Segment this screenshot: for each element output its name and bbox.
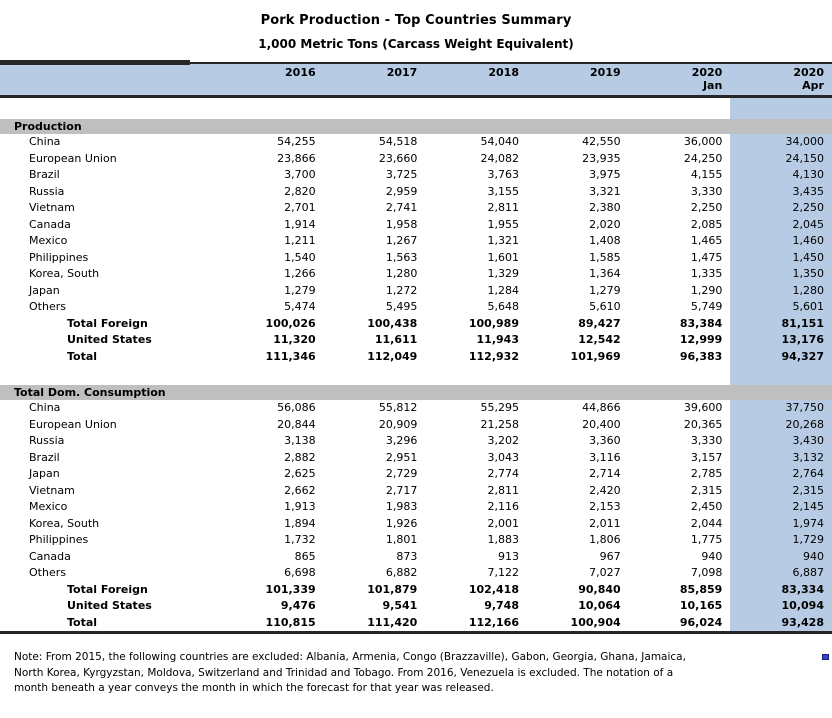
cell-value: 3,116: [589, 450, 621, 464]
row-label: Russia: [29, 434, 65, 447]
cell-value: 1,475: [690, 250, 723, 264]
table-row: [0, 283, 832, 300]
spacer-cell: [527, 365, 629, 385]
cell-value: 7,098: [690, 566, 723, 579]
section-header: Total Dom. Consumption: [0, 385, 832, 400]
row-label: United States: [67, 599, 152, 612]
cell-value: 4,130: [730, 167, 832, 184]
cell-value: 1,364: [589, 267, 621, 280]
cell-value: 2,625: [284, 467, 316, 480]
cell-value: 1,460: [730, 233, 832, 250]
spacer-cell: [730, 98, 832, 119]
cell-value: 5,495: [385, 300, 418, 313]
row-label: Philippines: [29, 250, 89, 264]
cell-value: 1,914: [284, 217, 316, 231]
header-spacer-cell: [0, 66, 222, 79]
cell-value: 23,935: [582, 151, 621, 165]
month-header-row: [0, 79, 832, 92]
row-label: Others: [29, 300, 66, 313]
cell-value: 13,176: [730, 332, 832, 349]
cell-value: 34,000: [730, 134, 832, 151]
table-row: [0, 250, 832, 267]
year-header-cell: 2018: [488, 66, 519, 79]
row-label: Philippines: [29, 533, 89, 546]
cell-value: 913: [497, 549, 519, 563]
cell-value: 21,258: [480, 417, 519, 431]
cell-value: 11,611: [374, 333, 418, 346]
cell-value: 3,132: [730, 450, 832, 467]
row-label: United States: [67, 333, 152, 346]
cell-value: 1,272: [385, 283, 418, 297]
cell-value: 3,430: [730, 433, 832, 450]
spacer-cell: [629, 98, 731, 119]
table-row: [0, 466, 832, 483]
table-row: [0, 316, 832, 333]
cell-value: 20,365: [683, 417, 723, 431]
cell-value: 54,040: [480, 135, 519, 148]
footnote-line: Note: From 2015, the following countries are excluded: Albania, Armenia, Congo (Brazzaville), Gabon, Georgia, Ghana, Jamaica,: [14, 651, 686, 663]
cell-value: 1,775: [690, 533, 723, 546]
cell-value: 24,082: [480, 151, 519, 165]
table-row: [0, 433, 832, 450]
table-row: [0, 400, 832, 417]
page-title: Pork Production - Top Countries Summary: [260, 13, 572, 28]
cell-value: 2,701: [284, 201, 316, 214]
cell-value: 1,329: [487, 267, 519, 280]
cell-value: 12,542: [578, 333, 621, 346]
month-header-cell: [527, 79, 629, 92]
cell-value: 24,250: [683, 151, 723, 165]
row-label: Canada: [29, 217, 71, 231]
cell-value: 2,315: [730, 483, 832, 500]
cell-value: 1,601: [487, 250, 519, 264]
cell-value: 1,913: [284, 500, 316, 513]
cell-value: 90,840: [578, 582, 621, 596]
cell-value: 2,145: [730, 499, 832, 516]
cell-value: 2,315: [690, 483, 723, 497]
cell-value: 2,116: [487, 500, 519, 513]
cell-value: 96,383: [679, 349, 723, 363]
cell-value: 3,435: [730, 184, 832, 201]
cell-value: 3,360: [589, 434, 621, 447]
cell-value: 2,774: [487, 467, 519, 480]
cell-value: 101,339: [265, 582, 316, 596]
cell-value: 10,064: [578, 599, 621, 612]
cell-value: 940: [730, 549, 832, 566]
cell-value: 94,327: [730, 349, 832, 366]
row-label: European Union: [29, 417, 117, 431]
row-label: Japan: [29, 283, 60, 297]
cell-value: 83,334: [730, 582, 832, 599]
cell-value: 1,958: [385, 217, 418, 231]
cell-value: 1,732: [284, 533, 316, 546]
cell-value: 3,138: [284, 434, 316, 447]
row-label: Russia: [29, 184, 65, 198]
spacer-cell: [527, 98, 629, 119]
row-label: Total Foreign: [67, 582, 148, 596]
header-thick-border-segment: [0, 60, 190, 65]
cell-value: 1,284: [487, 283, 519, 297]
row-label: China: [29, 401, 61, 414]
spacer-cell: [222, 98, 324, 119]
table-row: [0, 200, 832, 217]
cell-value: 83,384: [679, 316, 723, 330]
cell-value: 3,725: [385, 168, 418, 181]
cell-value: 2,764: [730, 466, 832, 483]
cell-value: 2,380: [589, 201, 621, 214]
cell-value: 10,165: [679, 599, 723, 612]
table-row: [0, 332, 832, 349]
cell-value: 112,166: [468, 615, 519, 629]
cell-value: 7,122: [487, 566, 519, 579]
cell-value: 96,024: [679, 615, 723, 629]
table-row: [0, 483, 832, 500]
section-header: Production: [0, 119, 832, 134]
cell-value: 4,155: [690, 168, 723, 181]
cell-value: 1,883: [487, 533, 519, 546]
page-subtitle: 1,000 Metric Tons (Carcass Weight Equivalent): [258, 37, 574, 51]
cell-value: 3,763: [487, 168, 519, 181]
cell-value: 1,801: [385, 533, 418, 546]
cell-value: 2,959: [385, 184, 418, 198]
table-row: [0, 565, 832, 582]
cell-value: 36,000: [683, 135, 723, 148]
row-label: Total: [67, 349, 98, 363]
cell-value: 20,268: [730, 417, 832, 434]
cell-value: 1,321: [487, 234, 519, 247]
cell-value: 1,450: [730, 250, 832, 267]
row-label: Korea, South: [29, 267, 100, 280]
comment-marker-icon: [822, 654, 829, 660]
spacer-cell: [0, 98, 222, 119]
row-label: Others: [29, 566, 66, 579]
cell-value: 24,150: [730, 151, 832, 168]
cell-value: 1,266: [284, 267, 316, 280]
cell-value: 2,045: [730, 217, 832, 234]
cell-value: 1,335: [690, 267, 723, 280]
cell-value: 54,518: [378, 135, 418, 148]
header-spacer-cell: [0, 79, 222, 92]
cell-value: 3,330: [690, 184, 723, 198]
cell-value: 2,714: [589, 467, 621, 480]
row-label: Japan: [29, 467, 60, 480]
cell-value: 1,290: [690, 283, 723, 297]
table-row: [0, 615, 832, 632]
cell-value: 56,086: [277, 401, 316, 414]
cell-value: 2,820: [284, 184, 316, 198]
cell-value: 2,044: [690, 516, 723, 530]
cell-value: 112,049: [367, 349, 418, 363]
row-label: European Union: [29, 151, 117, 165]
cell-value: 2,085: [690, 217, 723, 231]
row-label: Korea, South: [29, 516, 100, 530]
spacer-row: [0, 365, 832, 385]
cell-value: 2,011: [589, 516, 621, 530]
year-header-cell: 2020: [793, 66, 824, 79]
cell-value: 1,279: [284, 283, 316, 297]
cell-value: 44,866: [582, 401, 621, 414]
cell-value: 1,926: [385, 516, 418, 530]
cell-value: 1,729: [730, 532, 832, 549]
cell-value: 100,438: [367, 316, 418, 330]
cell-value: 3,975: [589, 168, 621, 181]
cell-value: 1,894: [284, 516, 316, 530]
cell-value: 967: [599, 549, 621, 563]
cell-value: 55,295: [480, 401, 519, 414]
cell-value: 39,600: [683, 401, 723, 414]
month-header-cell: [425, 79, 527, 92]
cell-value: 3,157: [690, 450, 723, 464]
row-label: Mexico: [29, 234, 68, 247]
spacer-cell: [0, 365, 222, 385]
cell-value: 1,540: [284, 250, 316, 264]
cell-value: 2,811: [487, 483, 519, 497]
cell-value: 2,717: [385, 483, 418, 497]
year-header-cell: 2017: [386, 66, 418, 79]
cell-value: 10,094: [730, 598, 832, 615]
row-label: Total: [67, 615, 98, 629]
cell-value: 2,951: [385, 450, 418, 464]
table-row: [0, 450, 832, 467]
cell-value: 112,932: [468, 349, 519, 363]
cell-value: 5,610: [589, 300, 621, 313]
year-header-row: [0, 66, 832, 79]
cell-value: 1,280: [730, 283, 832, 300]
table-row: [0, 233, 832, 250]
cell-value: 1,408: [589, 234, 621, 247]
cell-value: 11,943: [476, 333, 519, 346]
cell-value: 23,866: [277, 151, 316, 165]
cell-value: 2,729: [385, 467, 418, 480]
table-row: [0, 266, 832, 283]
cell-value: 23,660: [378, 151, 418, 165]
cell-value: 5,749: [690, 300, 723, 313]
cell-value: 1,806: [589, 533, 621, 546]
cell-value: 2,420: [589, 483, 621, 497]
cell-value: 2,001: [487, 516, 519, 530]
cell-value: 89,427: [578, 316, 621, 330]
cell-value: 9,476: [280, 599, 316, 612]
month-header-cell: Apr: [802, 79, 824, 92]
cell-value: 54,255: [277, 135, 316, 148]
cell-value: 1,563: [385, 250, 418, 264]
cell-value: 102,418: [468, 582, 519, 596]
cell-value: 3,202: [487, 434, 519, 447]
cell-value: 9,748: [484, 599, 519, 612]
cell-value: 2,153: [589, 500, 621, 513]
month-header-cell: [222, 79, 324, 92]
table-row: [0, 217, 832, 234]
cell-value: 110,815: [265, 615, 316, 629]
footnote: [14, 650, 774, 697]
cell-value: 101,879: [367, 582, 418, 596]
cell-value: 81,151: [730, 316, 832, 333]
row-label: Total Foreign: [67, 316, 148, 330]
cell-value: 6,887: [730, 565, 832, 582]
cell-value: 1,279: [589, 283, 621, 297]
summary-table: [0, 62, 832, 634]
table-row: [0, 499, 832, 516]
cell-value: 1,974: [730, 516, 832, 533]
cell-value: 5,601: [730, 299, 832, 316]
footnote-line: North Korea, Kyrgyzstan, Moldova, Switzerland and Trinidad and Tobago. From 2016, Venezuela is excluded. The notation of a: [14, 666, 674, 679]
cell-value: 100,026: [265, 316, 316, 330]
row-label: Mexico: [29, 500, 68, 513]
table-header: [0, 62, 832, 98]
cell-value: 20,909: [378, 417, 418, 431]
spacer-cell: [629, 365, 731, 385]
cell-value: 2,662: [284, 483, 316, 497]
table-row: [0, 349, 832, 366]
spacer-cell: [222, 365, 324, 385]
cell-value: 1,955: [487, 217, 519, 231]
year-header-cell: 2020: [691, 66, 723, 79]
cell-value: 2,250: [730, 200, 832, 217]
cell-value: 6,698: [284, 566, 316, 579]
cell-value: 3,330: [690, 434, 723, 447]
spacer-row: [0, 98, 832, 119]
spacer-cell: [425, 98, 527, 119]
row-label: Canada: [29, 549, 71, 563]
year-header-cell: 2016: [285, 66, 316, 79]
cell-value: 3,700: [284, 168, 316, 181]
cell-value: 1,350: [730, 266, 832, 283]
row-label: China: [29, 135, 61, 148]
cell-value: 865: [294, 549, 316, 563]
cell-value: 2,020: [589, 217, 621, 231]
cell-value: 9,541: [382, 599, 418, 612]
cell-value: 93,428: [730, 615, 832, 632]
cell-value: 2,741: [385, 201, 418, 214]
spacer-cell: [730, 365, 832, 385]
cell-value: 12,999: [679, 333, 723, 346]
cell-value: 2,882: [284, 450, 316, 464]
cell-value: 1,983: [385, 500, 418, 513]
table-row: [0, 134, 832, 151]
table-row: [0, 184, 832, 201]
table-row: [0, 167, 832, 184]
table-row: [0, 417, 832, 434]
spacer-cell: [425, 365, 527, 385]
spacer-cell: [324, 98, 426, 119]
cell-value: 11,320: [273, 333, 316, 346]
row-label: Brazil: [29, 168, 60, 181]
month-header-cell: [324, 79, 426, 92]
cell-value: 111,346: [265, 349, 316, 363]
cell-value: 42,550: [582, 135, 621, 148]
cell-value: 873: [396, 549, 418, 563]
cell-value: 101,969: [570, 349, 621, 363]
spacer-cell: [324, 365, 426, 385]
cell-value: 1,280: [385, 267, 418, 280]
table-row: [0, 582, 832, 599]
cell-value: 2,785: [690, 467, 723, 480]
cell-value: 37,750: [730, 400, 832, 417]
cell-value: 20,400: [582, 417, 621, 431]
cell-value: 5,474: [284, 300, 316, 313]
footnote-line: month beneath a year conveys the month in which the forecast for that year was released.: [14, 682, 494, 694]
table-row: [0, 151, 832, 168]
cell-value: 6,882: [385, 566, 418, 579]
month-header-cell: Jan: [702, 79, 723, 92]
cell-value: 1,211: [284, 234, 316, 247]
table-row: [0, 299, 832, 316]
cell-value: 940: [701, 549, 723, 563]
row-label: Brazil: [29, 450, 60, 464]
cell-value: 85,859: [679, 582, 723, 596]
cell-value: 2,811: [487, 201, 519, 214]
cell-value: 5,648: [487, 300, 519, 313]
cell-value: 111,420: [367, 615, 418, 629]
table-row: [0, 598, 832, 615]
cell-value: 3,321: [589, 184, 621, 198]
table-row: [0, 516, 832, 533]
cell-value: 2,250: [690, 201, 723, 214]
table-row: [0, 549, 832, 566]
cell-value: 100,989: [468, 316, 519, 330]
cell-value: 55,812: [378, 401, 418, 414]
table-bottom-border: [0, 631, 832, 634]
cell-value: 1,465: [690, 234, 723, 247]
row-label: Vietnam: [29, 483, 75, 497]
table-row: [0, 532, 832, 549]
cell-value: 3,043: [487, 450, 519, 464]
cell-value: 3,155: [487, 184, 519, 198]
row-label: Vietnam: [29, 201, 75, 214]
year-header-cell: 2019: [590, 66, 621, 79]
cell-value: 7,027: [589, 566, 621, 579]
cell-value: 2,450: [690, 500, 723, 513]
cell-value: 1,585: [589, 250, 621, 264]
cell-value: 1,267: [385, 234, 418, 247]
cell-value: 3,296: [385, 434, 418, 447]
cell-value: 20,844: [277, 417, 316, 431]
cell-value: 100,904: [570, 615, 621, 629]
